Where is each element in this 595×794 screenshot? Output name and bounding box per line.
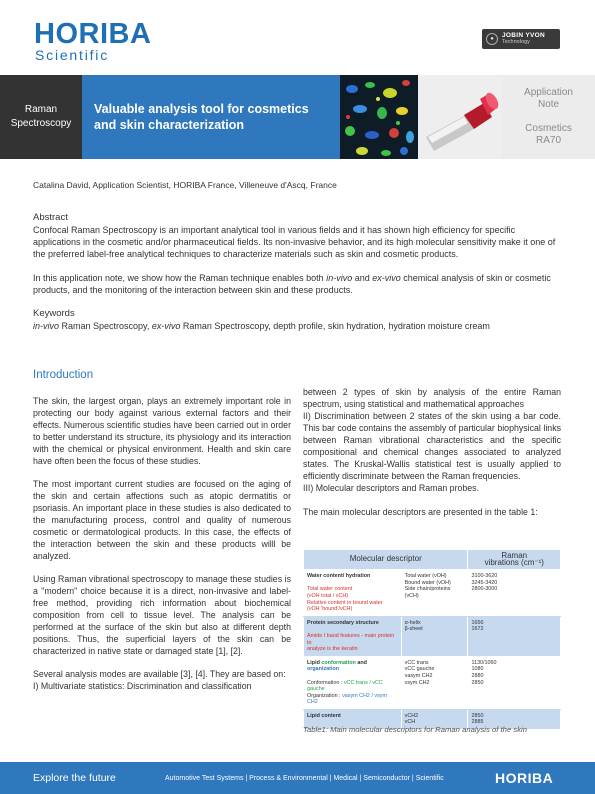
keywords-heading: Keywords	[33, 308, 75, 319]
category-block	[0, 75, 82, 159]
table-header-vibrations: Raman vibrations (cm⁻¹)	[468, 550, 561, 570]
table-intro: The main molecular descriptors are presented in the table 1:	[303, 507, 538, 517]
intro-paragraph: The most important current studies are focused on the aging of the skin and certain affections such as atopic dermatitis or psoriasis. An important place in these studies is also dedicated to the manufacturing process, control and quality of numerous cosmetic or dermatological products. In this case, the effects of the interaction between the skin and these products willl be analyzed.	[33, 479, 291, 561]
raman-map-image	[340, 75, 418, 159]
table-cell: 1656 1672	[468, 616, 561, 656]
jobin-yvon-badge	[482, 29, 560, 49]
abstract-section	[33, 212, 563, 332]
table-row	[304, 570, 561, 617]
title-line2: and skin characterization	[94, 118, 245, 132]
category-line1: Raman	[24, 104, 58, 115]
code-line2: RA70	[535, 135, 561, 146]
note-line1: Application	[524, 87, 573, 98]
horiba-logo: HORIBA	[34, 18, 152, 50]
abstract-text-2: In this application note, we show how the Raman technique enables both in-vivo and ex-vivo chemical analysis of skin or cosmetic products, and the monitoring of the interaction between skin and these products.	[33, 273, 551, 295]
title-line1: Valuable analysis tool for cosmetics	[94, 102, 309, 116]
jobin-yvon-mark-icon: ●	[486, 33, 498, 45]
introduction-heading: Introduction	[33, 369, 94, 381]
author-line: Catalina David, Application Scientist, HORIBA France, Villeneuve d'Ascq, France	[33, 180, 337, 190]
intro-right-column	[303, 386, 561, 518]
partner-name: JOBIN YVON	[502, 32, 545, 39]
intro-paragraph: Several analysis modes are available [3], [4]. They are based on:	[33, 669, 286, 679]
table-caption: Table1: Main molecular descriptors for Raman analysis of the skin	[303, 725, 528, 734]
table-cell: 3100-3620 3245-3420 2800-3000	[468, 570, 561, 617]
intro-line: II) Discrimination between 2 states of the skin using a bar code. This bar code contains the assembly of particular biophysical links between Raman vibrational characteristics and the specific compositional and chemical changes associated to analyzed states. The Kruskal-Wallis statistical test is usually applied to efficiently discriminate between the Raman frequencies.	[303, 411, 561, 481]
table-cell: α-helix β-sheet	[401, 616, 468, 656]
footer-logo: HORIBA	[495, 770, 554, 786]
intro-paragraph-last: I) Multivariate statistics: Discrimination and classification	[33, 681, 252, 691]
table-row	[304, 616, 561, 656]
table-cell: Water content/ hydration Total water content (νOH total / νCH) Relative content in bound water (νOH ’bound’/νCH)	[304, 570, 402, 617]
note-block	[502, 75, 595, 159]
intro-line: III) Molecular descriptors and Raman probes.	[303, 483, 480, 493]
table-header-descriptor: Molecular descriptor	[304, 550, 468, 570]
table-cell: Lipid content	[304, 709, 402, 729]
table-cell: Lipid conformation and organization Conformation : νCC trans / νCC gauche Organization : νasym CH2 / νsym CH2	[304, 656, 402, 709]
table-cell: 2850 2885	[468, 709, 561, 729]
title-band	[0, 75, 595, 159]
intro-line: between 2 types of skin by analysis of the entire Raman spectrum, using statistical and mathematical approaches	[303, 387, 561, 409]
intro-paragraph: The skin, the largest organ, plays an extremely important role in protecting our body against various external factors and their effects. Numerous scientific studies have been carried out in order to better understand its structure, its physiology and its interaction with the chemical or physical environment. Health and skin care have often been the focus of these studies.	[33, 396, 291, 466]
category-line2: Spectroscopy	[10, 118, 72, 129]
table-cell: νCC trans νCC gauche νasym CH2 νsym CH2	[401, 656, 468, 709]
table-cell: Total water (νOH) Bound water (νOH) Side chain/proteins (νCH)	[401, 570, 468, 617]
table-cell: νCH2 νCH	[401, 709, 468, 729]
footer-bar	[0, 762, 595, 794]
intro-left-column	[33, 395, 291, 703]
keywords-text: in-vivo Raman Spectroscopy, ex-vivo Raman Spectroscopy, depth profile, skin hydration, hydration moisture cream	[33, 321, 490, 331]
title-block	[82, 75, 340, 159]
note-line2: Note	[537, 99, 560, 110]
lipstick-image	[418, 75, 502, 159]
footer-sectors: Automotive Test Systems | Process & Environmental | Medical | Semiconductor | Scientific	[165, 774, 444, 782]
abstract-heading: Abstract	[33, 212, 68, 223]
partner-sub: Technology	[502, 39, 530, 45]
abstract-text: Confocal Raman Spectroscopy is an important analytical tool in various fields and it has shown high efficiency for specific applications in the cosmetic and/or pharmaceutical fields. Its non-invasive behavior, and its high molecular sensitivity make it one of the preferred label-free analytical techniques to characterize materials such as skin and cosmetic products.	[33, 225, 556, 259]
scientific-wordmark: Scientific	[35, 47, 110, 63]
descriptor-table	[303, 549, 561, 730]
intro-paragraph: Using Raman vibrational spectroscopy to manage these studies is a "modern" choice because it is a direct, non-invasive and label-free method, providing rich information about biochemical composition from cell to tissue level. The analysis can be performed at the surface of the skin but also at different depth positions. Thus, the superficial layers of the skin can be characterized in native state or damaged state [1], [2].	[33, 574, 291, 656]
table-row	[304, 656, 561, 709]
table-cell: Protein secondary structure Amide I band features - main protein to analyze is the keratin	[304, 616, 402, 656]
footer-tagline: Explore the future	[33, 772, 116, 784]
table-cell: 1130/1060 1080 2880 2850	[468, 656, 561, 709]
code-line1: Cosmetics	[525, 123, 572, 134]
